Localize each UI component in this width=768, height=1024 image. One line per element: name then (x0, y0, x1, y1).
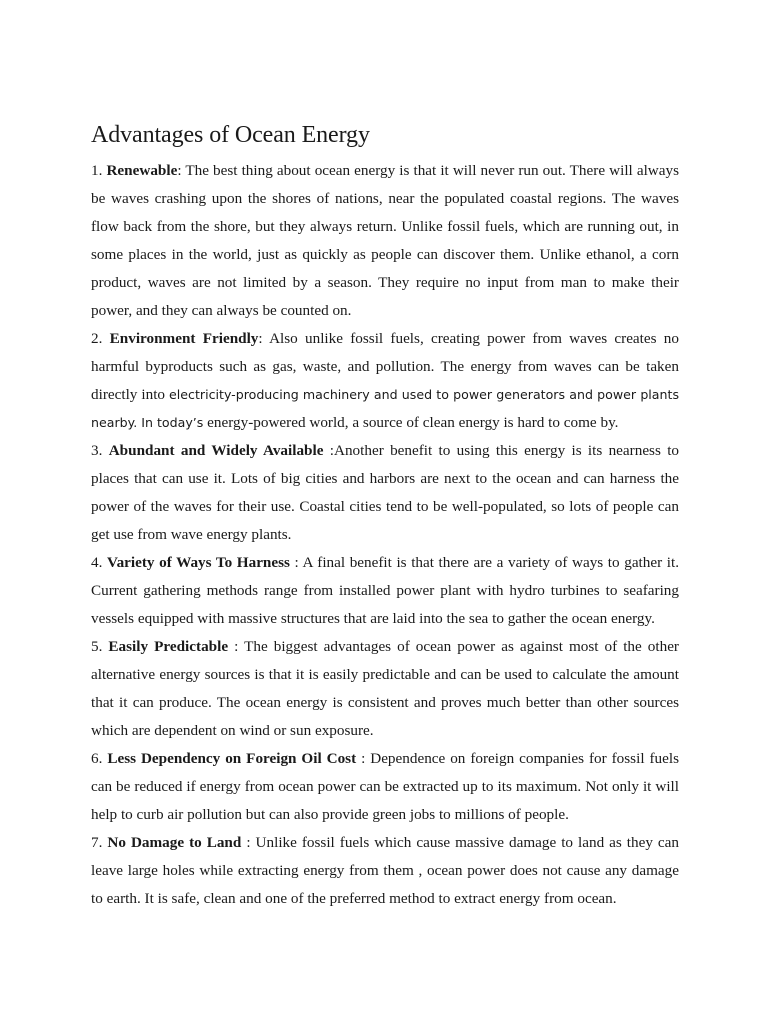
item-separator: : (258, 330, 263, 347)
item-separator: : (356, 750, 366, 767)
item-number: 4. (91, 554, 103, 571)
document-body (91, 118, 679, 913)
list-item-variety (91, 549, 679, 633)
item-text: Another benefit to using this energy is its nearness to places that can use it. Lots of big cities and harbors are next to the ocean and can harness the power of the waves for their use. Coastal cities tend to be well-populated, so lots of people can get use from wave energy plants. (91, 442, 680, 543)
item-separator: : (289, 554, 299, 571)
item-text-after: energy-powered world, a source of clean energy is hard to come by. (203, 414, 619, 431)
list-item-no-damage (91, 829, 679, 913)
item-heading: Environment Friendly (109, 330, 259, 347)
list-item-environment-friendly (91, 325, 679, 437)
list-item-predictable (91, 633, 679, 745)
item-heading: Renewable (106, 162, 178, 179)
page-title: Advantages of Ocean Energy (91, 122, 370, 148)
list-item-abundant (91, 437, 679, 549)
item-separator: : (323, 442, 334, 459)
item-number: 3. (91, 442, 103, 459)
item-text: Also unlike fossil fuels, creating power from waves creates no harmful byproducts such as gas, waste, and pollution. The energy from waves can be taken directly into (91, 330, 679, 403)
item-number: 2. (91, 330, 103, 347)
item-text: The best thing about ocean energy is that it will never run out. There will always be waves crashing upon the shores of nations, near the populated coastal regions. The waves flow back from the shore, but they always return. Unlike fossil fuels, which are running out, in some places in the world, just as quickly as people can discover them. Unlike ethanol, a corn product, waves are not limited by a season. They require no input from man to make their power, and they can always be counted on. (91, 162, 679, 319)
item-text: Dependence on foreign companies for fossil fuels can be reduced if energy from ocean power can be extracted up to its maximum. Not only it will help to curb air pollution but can also provide green jobs to millions of people. (91, 750, 679, 823)
item-text: Unlike fossil fuels which cause massive damage to land as they can leave large holes while extracting energy from them , ocean power does not cause any damage to earth. It is safe, clean and one of the preferred method to extract energy from ocean. (91, 834, 679, 907)
item-heading: No Damage to Land (107, 834, 242, 851)
item-text-alt-font: electricity-producing machinery and used to power generators and power plants nearby. In today’s (91, 387, 680, 430)
item-separator: : (241, 834, 251, 851)
list-item-less-dependency (91, 745, 679, 829)
item-heading: Variety of Ways To Harness (107, 554, 290, 571)
item-heading: Abundant and Widely Available (108, 442, 324, 459)
item-separator: : (228, 638, 239, 655)
item-text: The biggest advantages of ocean power as against most of the other alternative energy sources is that it is easily predictable and can be used to calculate the amount that it can produce. The ocean energy is consistent and proves much better than other sources which are dependent on wind or sun exposure. (91, 638, 679, 739)
item-number: 7. (91, 834, 103, 851)
item-number: 5. (91, 638, 103, 655)
list-item-renewable (91, 157, 679, 325)
item-number: 1. (91, 162, 103, 179)
item-separator: : (177, 162, 182, 179)
item-heading: Less Dependency on Foreign Oil Cost (107, 750, 357, 767)
item-text: A final benefit is that there are a variety of ways to gather it. Current gathering methods range from installed power plant with hydro turbines to seafaring vessels equipped with massive structures that are laid into the sea to gather the ocean energy. (91, 554, 679, 627)
item-heading: Easily Predictable (108, 638, 229, 655)
item-number: 6. (91, 750, 103, 767)
